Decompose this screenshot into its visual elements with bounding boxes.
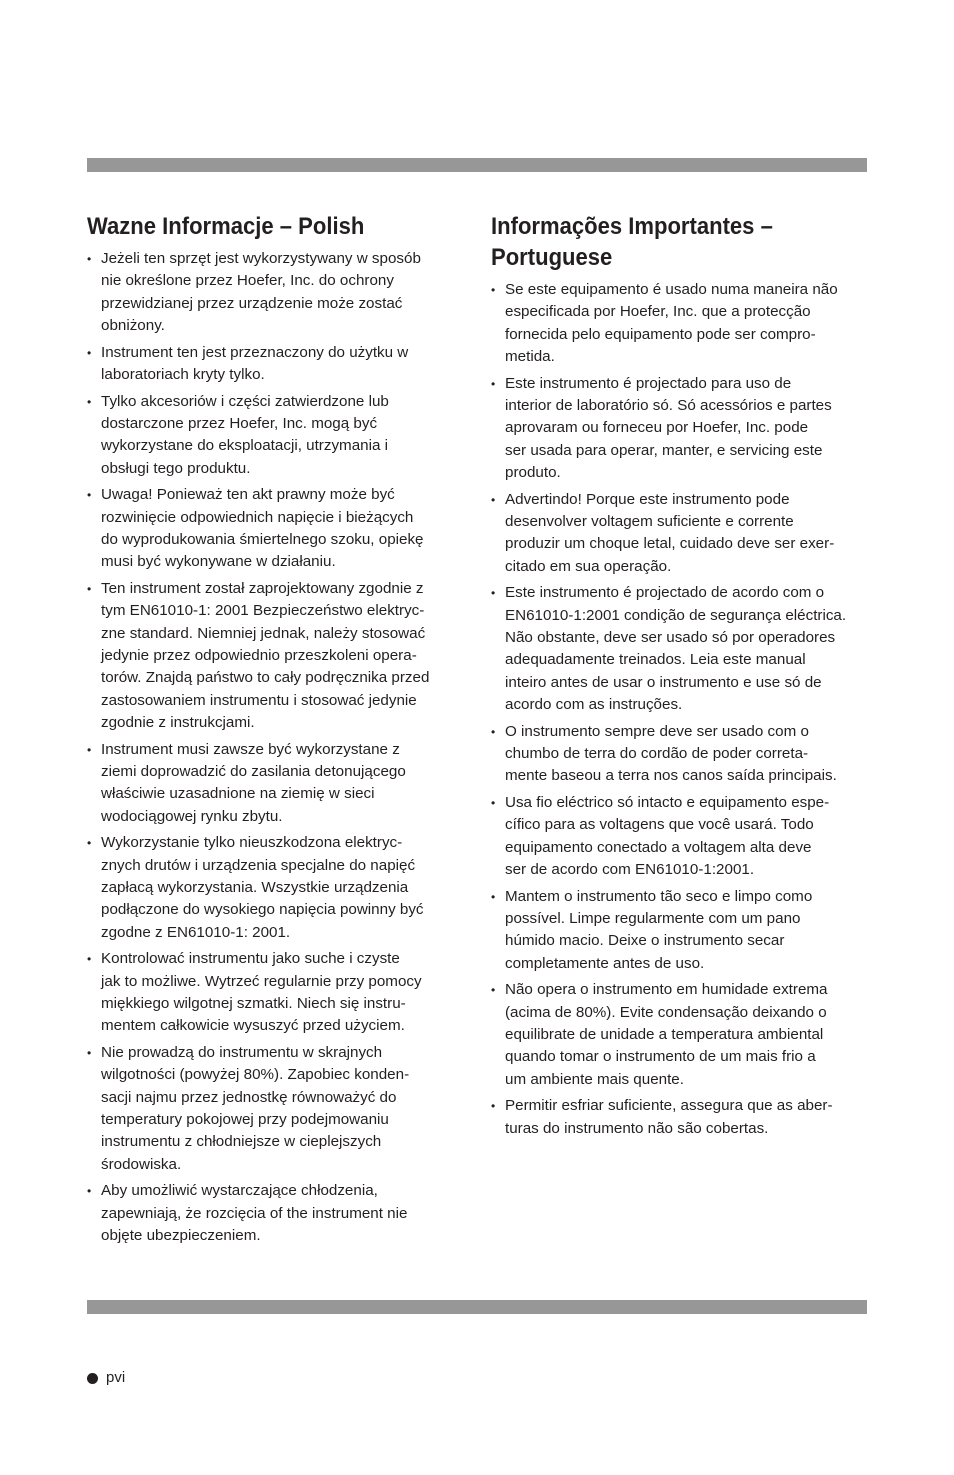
list-item: • Nie prowadzą do instrumentu w skrajnych wilgotności (powyżej 80%). Zapobiec konden- sacji najmu przez jednostkę równoważyć do temperatury pokojowej przy podejmowaniu instrumentu z chłodniejsze w cieplejszych środowiska.	[87, 1042, 463, 1176]
list-item: • Instrument ten jest przeznaczony do użytku w laboratoriach kryty tylko.	[87, 342, 463, 387]
list-item: • Não opera o instrumento em humidade extrema (acima de 80%). Evite condensação deixando o equilibrate de unidade a temperatura ambiental quando tomar o instrumento de um mais frio a um ambiente mais quente.	[491, 979, 869, 1090]
portuguese-list	[491, 279, 869, 1140]
portuguese-heading-line1: Informações Importantes –	[491, 213, 773, 240]
list-item: • Este instrumento é projectado para uso de interior de laboratório só. Só acessórios e partes aprovaram ou forneceu por Hoefer, Inc. pode ser usada para operar, manter, e servicing este produto.	[491, 373, 869, 484]
list-item: • Usa fio eléctrico só intacto e equipamento espe- cífico para as voltagens que você usará. Todo equipamento conectado a voltagem alta deve ser de acordo com EN61010-1:2001.	[491, 792, 869, 881]
page-footer	[87, 1368, 125, 1388]
portuguese-section	[491, 211, 869, 1144]
polish-list	[87, 248, 463, 1247]
polish-heading: Wazne Informacje – Polish	[87, 213, 365, 240]
list-item: • Se este equipamento é usado numa maneira não especificada por Hoefer, Inc. que a protecção fornecida pelo equipamento pode ser compro- metida.	[491, 279, 869, 368]
list-item: • Kontrolować instrumentu jako suche i czyste jak to możliwe. Wytrzeć regularnie przy pomocy miękkiego wilgotnej szmatki. Niech się instru- mentem całkowicie wysuszyć przed użyciem.	[87, 948, 463, 1037]
portuguese-heading-line2: Portuguese	[491, 244, 613, 271]
list-item: • Ten instrument został zaprojektowany zgodnie z tym EN61010-1: 2001 Bezpieczeństwo elektryc- zne standard. Niemniej jednak, należy stosować jedynie przez odpowiednio przeszkoleni opera- torów. Znajdą państwo to cały podręcznika przed zastosowaniem instrumentu i stosować jedynie zgodnie z instrukcjami.	[87, 578, 463, 734]
list-item: • O instrumento sempre deve ser usado com o chumbo de terra do cordão de poder correta- mente baseou a terra nos canos saída principais.	[491, 721, 869, 788]
top-divider-bar	[87, 158, 867, 172]
list-item: • Jeżeli ten sprzęt jest wykorzystywany w sposób nie określone przez Hoefer, Inc. do ochrony przewidzianej przez urządzenie może zostać obniżony.	[87, 248, 463, 337]
list-item: • Aby umożliwić wystarczające chłodzenia, zapewniają, że rozcięcia of the instrument nie objęte ubezpieczeniem.	[87, 1180, 463, 1247]
page-number: pvi	[106, 1369, 126, 1386]
list-item: • Permitir esfriar suficiente, assegura que as aber- turas do instrumento não são cobertas.	[491, 1095, 869, 1140]
polish-section	[87, 211, 463, 1252]
list-item: • Tylko akcesoriów i części zatwierdzone lub dostarczone przez Hoefer, Inc. mogą być wykorzystane do eksploatacji, utrzymania i obsługi tego produktu.	[87, 391, 463, 480]
portuguese-heading	[491, 211, 869, 273]
list-item: • Instrument musi zawsze być wykorzystane z ziemi doprowadzić do zasilania detonującego właściwie uzasadnione na ziemię w sieci wodociągowej rynku zbytu.	[87, 739, 463, 828]
bottom-divider-bar	[87, 1300, 867, 1314]
list-item: • Wykorzystanie tylko nieuszkodzona elektryc- znych drutów i urządzenia specjalne do napięć zapłacą wykorzystania. Wszystkie urządzenia podłączone do wysokiego napięcia powinny być zgodne z EN61010-1: 2001.	[87, 832, 463, 943]
bullet-dot-icon	[87, 1373, 98, 1384]
list-item: • Uwaga! Ponieważ ten akt prawny może być rozwinięcie odpowiednich napięcie i bieżących do wyprodukowania śmiertelnego szoku, opiekę musi być wykonywane w działaniu.	[87, 484, 463, 573]
list-item: • Mantem o instrumento tão seco e limpo como possível. Limpe regularmente com um pano húmido macio. Deixe o instrumento secar completamente antes de uso.	[491, 886, 869, 975]
list-item: • Advertindo! Porque este instrumento pode desenvolver voltagem suficiente e corrente produzir um choque letal, cuidado deve ser exer- citado em sua operação.	[491, 489, 869, 578]
list-item: • Este instrumento é projectado de acordo com o EN61010-1:2001 condição de segurança eléctrica. Não obstante, deve ser usado só por operadores adequadamente treinados. Leia este manual inteiro antes de usar o instrumento e use só de acordo com as instruções.	[491, 582, 869, 716]
